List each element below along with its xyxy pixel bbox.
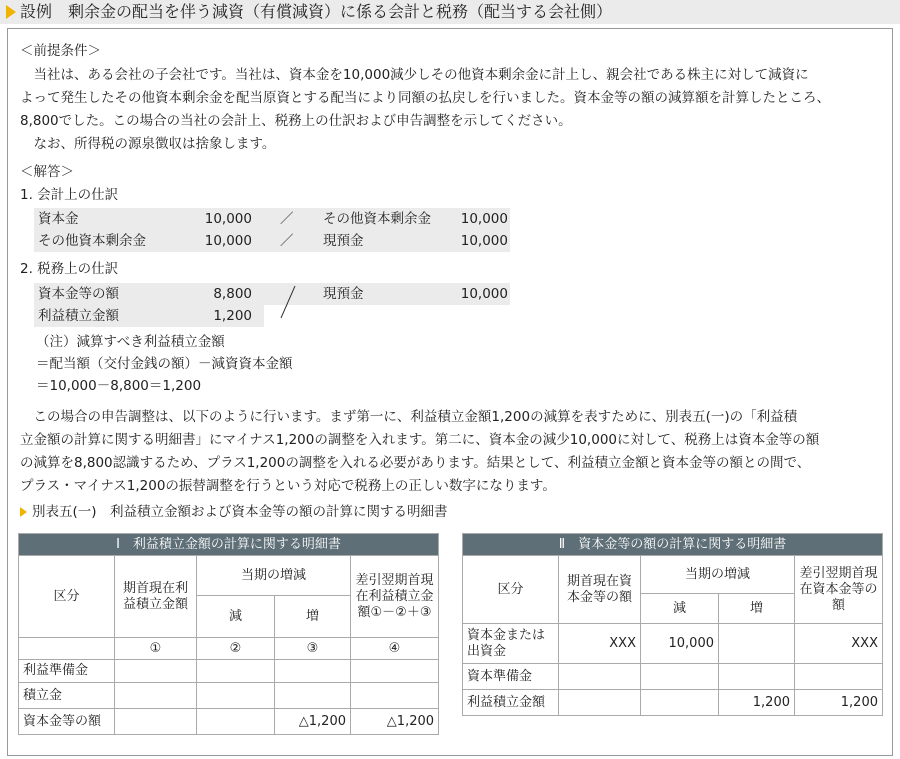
table-cell: [559, 664, 641, 690]
table-cell: [197, 709, 275, 735]
column-increase: 増: [719, 594, 795, 624]
title-bar: [0, 0, 900, 24]
explanation-line: この場合の申告調整は、以下のように行います。まず第一に、利益積立金額1,200の減算を表すために、別表五(一)の「利益積: [20, 409, 798, 425]
tax-title: 2. 税務上の仕訳: [20, 261, 119, 277]
journal-credit-amount: 10,000: [460, 233, 508, 249]
journal-credit: 現預金: [323, 286, 364, 302]
table-cell: [719, 624, 795, 664]
premise-line: 当社は、ある会社の子会社です。当社は、資本金を10,000減少しその他資本剰余金に計上し、親会社である株主に対して減資に: [20, 67, 809, 83]
journal-slash: [278, 284, 298, 320]
page-title: 設例 剰余金の配当を伴う減資（有償減資）に係る会計と税務（配当する会社側）: [20, 2, 613, 21]
table-cell: [719, 664, 795, 690]
table-cell: [275, 683, 351, 709]
column-number: ①: [115, 638, 197, 660]
table-cell: XXX: [559, 624, 641, 664]
table-cell: △1,200: [351, 709, 439, 735]
table-header: Ⅱ 資本金等の額の計算に関する明細書: [463, 534, 883, 556]
column-number: ③: [275, 638, 351, 660]
table-cell: XXX: [795, 624, 883, 664]
table-cell: [115, 683, 197, 709]
column-ending-balance: 差引翌期首現在利益積立金額①－②＋③: [351, 556, 439, 638]
table-cell: [275, 660, 351, 683]
note-line: ＝10,000－8,800＝1,200: [36, 378, 202, 394]
column-beginning-balance: 期首現在利益積立金額: [115, 556, 197, 638]
empty-cell: [19, 638, 115, 660]
explanation-line: 立金額の計算に関する明細書」にマイナス1,200の調整を入れます。第二に、資本金の減少10,000に対して、税務上は資本金等の額: [20, 432, 820, 448]
table-cell: [351, 683, 439, 709]
journal-debit-amount: 8,800: [213, 286, 252, 302]
journal-debit: 資本金: [38, 211, 79, 227]
explanation-line: の減算を8,800認識するため、プラス1,200の調整を入れる必要があります。結果として、利益積立金額と資本金等の額との間で、: [20, 455, 811, 471]
journal-debit-amount: 10,000: [204, 233, 252, 249]
premise-heading: ＜前提条件＞: [20, 43, 101, 59]
retained-earnings-table: [18, 533, 439, 735]
row-label: 資本金または出資金: [463, 624, 559, 664]
table-cell: [115, 709, 197, 735]
capital-amount-table: [462, 533, 883, 716]
table-cell: 1,200: [795, 690, 883, 716]
column-kubun: 区分: [463, 556, 559, 624]
journal-credit-amount: 10,000: [460, 286, 508, 302]
journal-credit-amount: 10,000: [460, 211, 508, 227]
column-increase: 増: [275, 596, 351, 638]
row-label: 利益準備金: [19, 660, 115, 683]
table-cell: △1,200: [275, 709, 351, 735]
table-cell: [197, 683, 275, 709]
table-cell: 1,200: [719, 690, 795, 716]
note-line: ＝配当額（交付金銭の額）－減資資本金額: [36, 356, 293, 372]
journal-debit-amount: 10,000: [204, 211, 252, 227]
journal-debit: 資本金等の額: [38, 286, 119, 302]
column-number: ②: [197, 638, 275, 660]
table-cell: [641, 690, 719, 716]
table-cell: [351, 660, 439, 683]
table-cell: [115, 660, 197, 683]
table-cell: 10,000: [641, 624, 719, 664]
section-triangle-icon: [20, 507, 27, 517]
table-cell: [641, 664, 719, 690]
column-kubun: 区分: [19, 556, 115, 638]
row-label: 資本準備金: [463, 664, 559, 690]
journal-credit: その他資本剰余金: [323, 211, 431, 227]
table-cell: [197, 660, 275, 683]
column-decrease: 減: [641, 594, 719, 624]
accounting-title: 1. 会計上の仕訳: [20, 187, 119, 203]
row-label: 資本金等の額: [19, 709, 115, 735]
table-header: Ⅰ 利益積立金額の計算に関する明細書: [19, 534, 439, 556]
column-decrease: 減: [197, 596, 275, 638]
row-label: 積立金: [19, 683, 115, 709]
title-triangle-icon: [6, 5, 16, 19]
premise-line: よって発生したその他資本剰余金を配当原資とする配当により同額の払戻しを行いました。資本金等の額の減算額を計算したところ、: [20, 90, 830, 106]
column-change: 当期の増減: [641, 556, 795, 594]
journal-debit-amount: 1,200: [213, 308, 252, 324]
column-beginning-balance: 期首現在資本金等の額: [559, 556, 641, 624]
note-line: （注）減算すべき利益積立金額: [36, 334, 225, 350]
journal-debit: その他資本剰余金: [38, 233, 146, 249]
column-ending-balance: 差引翌期首現在資本金等の額: [795, 556, 883, 624]
schedule-title: 別表五(一) 利益積立金額および資本金等の額の計算に関する明細書: [32, 504, 448, 520]
column-change: 当期の増減: [197, 556, 351, 596]
table-cell: [559, 690, 641, 716]
table-cell: [795, 664, 883, 690]
answer-heading: ＜解答＞: [20, 164, 74, 180]
row-label: 利益積立金額: [463, 690, 559, 716]
journal-separator: ／: [280, 211, 294, 227]
journal-debit: 利益積立金額: [38, 308, 119, 324]
premise-line: なお、所得税の源泉徴収は捨象します。: [20, 136, 276, 152]
column-number: ④: [351, 638, 439, 660]
journal-credit: 現預金: [323, 233, 364, 249]
premise-line: 8,800でした。この場合の当社の会計上、税務上の仕訳および申告調整を示してください。: [20, 113, 572, 129]
explanation-line: プラス・マイナス1,200の振替調整を行うという対応で税務上の正しい数字になります。: [20, 478, 556, 494]
journal-separator: ／: [280, 233, 294, 249]
